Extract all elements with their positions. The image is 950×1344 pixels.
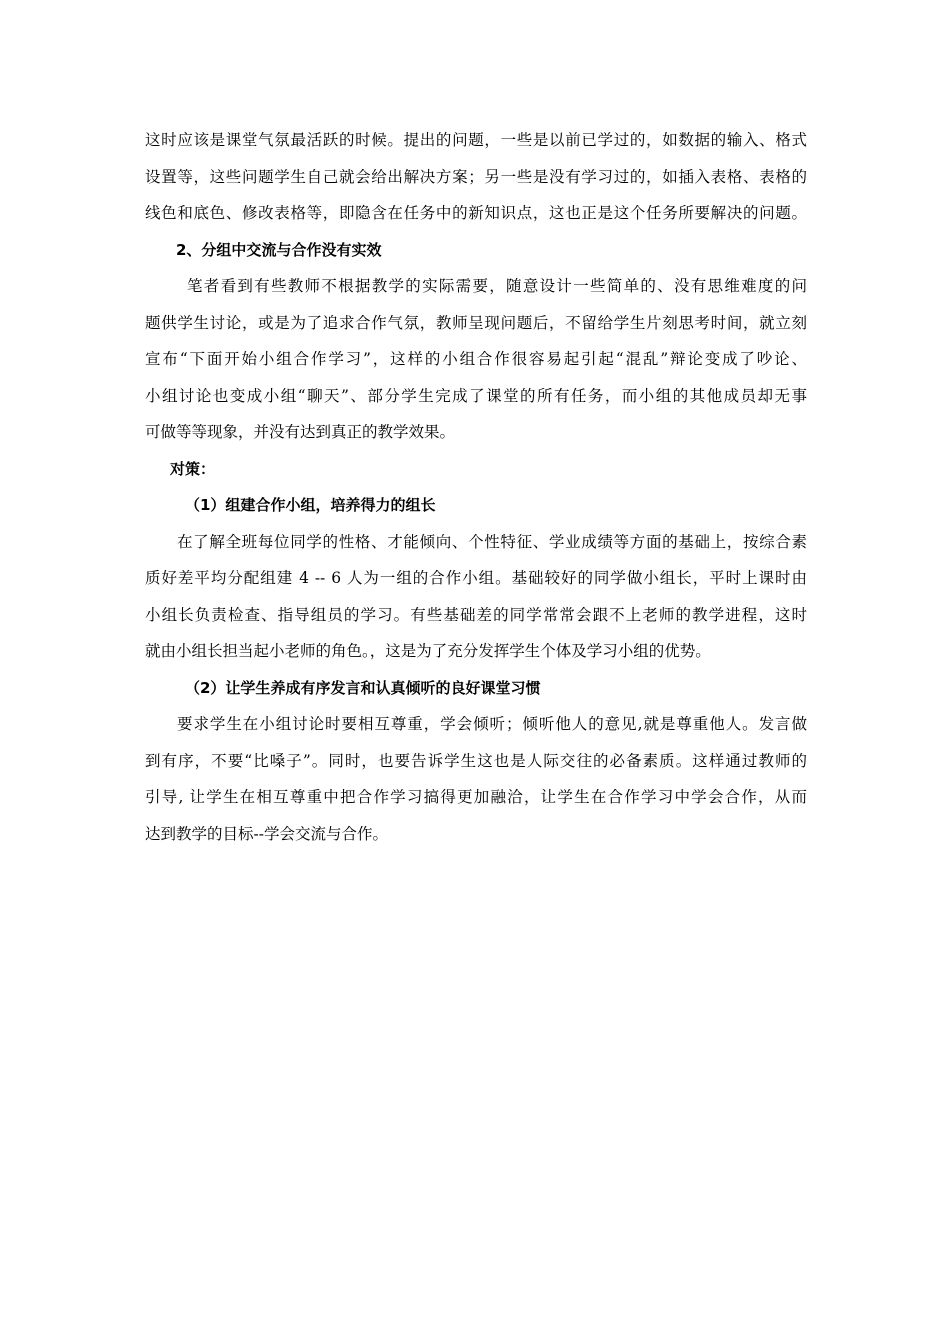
subsection-heading: （2）让学生养成有序发言和认真倾听的良好课堂习惯 bbox=[185, 678, 541, 697]
paragraph-line: 宣布“下面开始小组合作学习”，这样的小组合作很容易起引起“混乱”辩论变成了吵论、 bbox=[145, 350, 807, 368]
paragraph-line: 要求学生在小组讨论时要相互尊重，学会倾听；倾听他人的意见,就是尊重他人。发言做 bbox=[177, 715, 807, 733]
countermeasure-label: 对策： bbox=[170, 459, 216, 478]
section-heading: 2、分组中交流与合作没有实效 bbox=[176, 240, 382, 259]
document-body bbox=[145, 122, 807, 852]
paragraph-line: 引导, 让学生在相互尊重中把合作学习搞得更加融洽，让学生在合作学习中学会合作，从而 bbox=[145, 788, 807, 806]
paragraph-line: 这时应该是课堂气氛最活跃的时候。提出的问题，一些是以前已学过的，如数据的输入、格式 bbox=[145, 131, 807, 149]
paragraph-line: 笔者看到有些教师不根据教学的实际需要，随意设计一些简单的、没有思维难度的问 bbox=[187, 277, 807, 295]
paragraph-line: 题供学生讨论，或是为了追求合作气氛，教师呈现问题后，不留给学生片刻思考时间，就立刻 bbox=[145, 313, 807, 332]
paragraph-line: 可做等等现象，并没有达到真正的教学效果。 bbox=[145, 423, 456, 441]
paragraph-line: 到有序，不要“比嗓子”。同时，也要告诉学生这也是人际交往的必备素质。这样通过教师的 bbox=[145, 751, 807, 770]
subsection-heading: （1）组建合作小组，培养得力的组长 bbox=[185, 496, 436, 514]
paragraph-line: 就由小组长担当起小老师的角色。，这是为了充分发挥学生个体及学习小组的优势。 bbox=[145, 642, 711, 660]
paragraph-line: 线色和底色、修改表格等，即隐含在任务中的新知识点，这也正是这个任务所要解决的问题。 bbox=[145, 204, 807, 222]
paragraph-line: 小组讨论也变成小组“聊天”、部分学生完成了课堂的所有任务，而小组的其他成员却无事 bbox=[145, 386, 807, 405]
paragraph-line: 在了解全班每位同学的性格、才能倾向、个性特征、学业成绩等方面的基础上，按综合素 bbox=[177, 532, 807, 551]
paragraph-line: 达到教学的目标--学会交流与合作。 bbox=[145, 824, 388, 843]
paragraph-line: 质好差平均分配组建 4 -- 6 人为一组的合作小组。基础较好的同学做小组长，平时上课时由 bbox=[145, 569, 807, 587]
paragraph-line: 小组长负责检查、指导组员的学习。有些基础差的同学常常会跟不上老师的教学进程，这时 bbox=[145, 605, 807, 624]
paragraph-line: 设置等，这些问题学生自己就会给出解决方案；另一些是没有学习过的，如插入表格、表格的 bbox=[145, 167, 807, 186]
